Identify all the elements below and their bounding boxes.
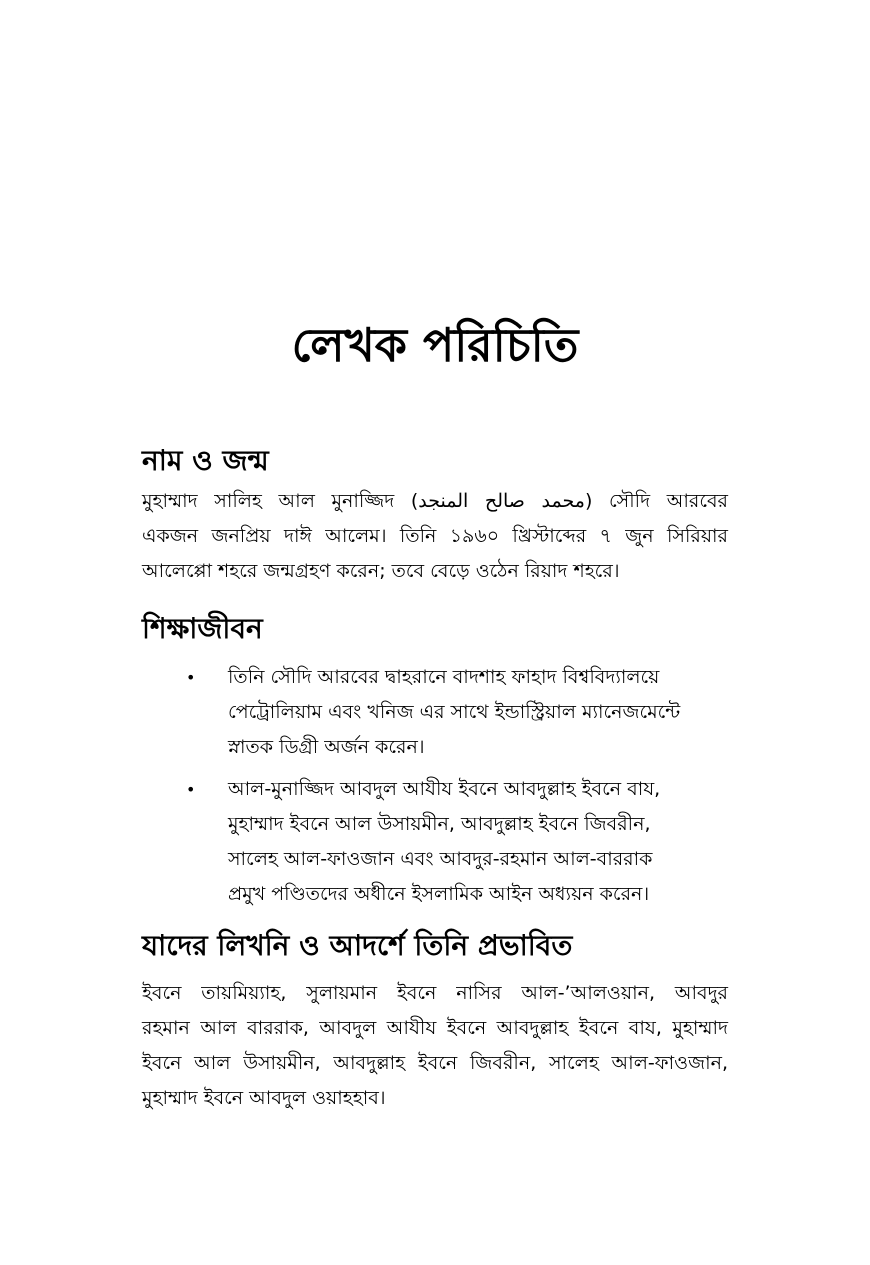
- paragraph-line: রহমান আল বাররাক, আবদুল আযীয ইবনে আবদুল্লাহ ইবনে বায, মুহাম্মাদ: [142, 1017, 728, 1039]
- arabic-name: محمد صالح المنجد: [418, 490, 585, 512]
- paragraph-line: ইবনে আল উসায়মীন, আবদুল্লাহ ইবনে জিবরীন, সালেহ আল-ফাওজান,: [142, 1052, 728, 1074]
- name-birth-paragraph: [142, 484, 728, 589]
- list-item-line: প্রমুখ পণ্ডিতদের অধীনে ইসলামিক আইন অধ্যয়ন করেন।: [228, 883, 650, 905]
- list-item-line: মুহাম্মাদ ইবনে আল উসায়মীন, আবদুল্লাহ ইবনে জিবরীন,: [228, 813, 651, 835]
- section-heading-influences: যাদের লিখনি ও আদর্শে তিনি প্রভাবিত: [142, 929, 573, 962]
- paragraph-text: ) সৌদি আরবের: [584, 490, 728, 512]
- page-title: লেখক পরিচিতি: [291, 318, 579, 372]
- list-item-text: [228, 772, 708, 912]
- list-item-text: [228, 660, 708, 765]
- section-heading-education: শিক্ষাজীবন: [142, 612, 263, 645]
- list-item: [186, 772, 706, 913]
- paragraph-line: ইবনে তায়মিয়্যাহ, সুলায়মান ইবনে নাসির আল-’আলওয়ান, আবদুর: [142, 982, 728, 1004]
- paragraph-line: মুহাম্মাদ ইবনে আবদুল ওয়াহহাব।: [142, 1087, 386, 1109]
- paragraph-text: মুহাম্মাদ সালিহ আল মুনাজ্জিদ (: [142, 490, 419, 512]
- bullet-icon: •: [186, 668, 196, 687]
- section-heading-name-birth: নাম ও জন্ম: [142, 444, 269, 477]
- influences-paragraph: [142, 976, 728, 1116]
- bullet-icon: •: [186, 780, 196, 799]
- paragraph-line: [142, 484, 728, 519]
- paragraph-line: আলেপ্পো শহরে জন্মগ্রহণ করেন; তবে বেড়ে ওঠেন রিয়াদ শহরে।: [142, 560, 620, 582]
- list-item-line: সালেহ আল-ফাওজান এবং আবদুর-রহমান আল-বাররাক: [228, 848, 653, 870]
- list-item-line: আল-মুনাজ্জিদ আবদুল আযীয ইবনে আবদুল্লাহ ইবনে বায,: [228, 778, 661, 800]
- list-item-line: পেট্রোলিয়াম এবং খনিজ এর সাথে ইন্ডাস্ট্রিয়াল ম্যানেজমেন্টে: [228, 701, 681, 723]
- list-item: [186, 660, 706, 766]
- list-item-line: তিনি সৌদি আরবের দ্বাহরানে বাদশাহ ফাহাদ বিশ্ববিদ্যালয়ে: [228, 666, 660, 688]
- list-item-line: স্নাতক ডিগ্রী অর্জন করেন।: [228, 736, 425, 758]
- paragraph-line: একজন জনপ্রিয় দাঈ আলেম। তিনি ১৯৬০ খ্রিস্টাব্দের ৭ জুন সিরিয়ার: [142, 525, 728, 547]
